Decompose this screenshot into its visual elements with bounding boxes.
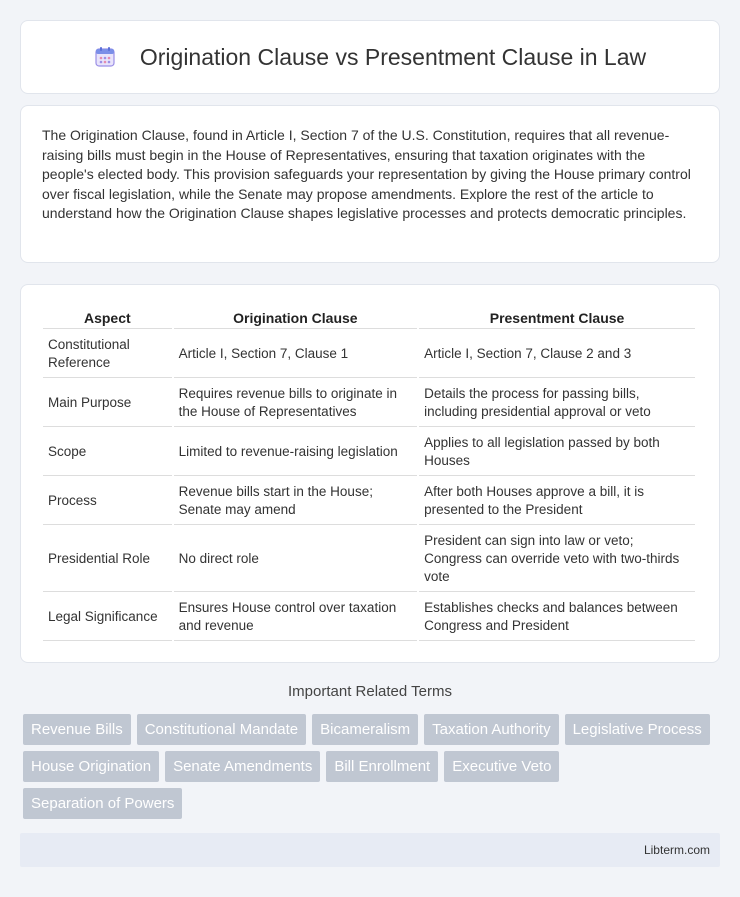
header-card — [20, 20, 720, 94]
table-cell: Article I, Section 7, Clause 1 — [174, 331, 418, 378]
table-cell: Main Purpose — [43, 380, 172, 427]
table-cell: Establishes checks and balances between Congress and President — [419, 594, 695, 641]
term-tag[interactable]: Bicameralism — [312, 714, 418, 745]
table-cell: No direct role — [174, 527, 418, 592]
table-header-row — [43, 306, 695, 329]
table-cell: Presidential Role — [43, 527, 172, 592]
table-row — [43, 380, 695, 427]
term-tag[interactable]: Legislative Process — [565, 714, 710, 745]
term-tag[interactable]: Executive Veto — [444, 751, 559, 782]
term-tag[interactable]: Taxation Authority — [424, 714, 558, 745]
table-row — [43, 527, 695, 592]
page-title: Origination Clause vs Presentment Clause in Law — [139, 43, 647, 70]
table-row — [43, 429, 695, 476]
term-tag[interactable]: Revenue Bills — [23, 714, 131, 745]
table-cell: Constitutional Reference — [43, 331, 172, 378]
table-cell: Requires revenue bills to originate in the House of Representatives — [174, 380, 418, 427]
table-cell: Applies to all legislation passed by both Houses — [419, 429, 695, 476]
table-cell: Article I, Section 7, Clause 2 and 3 — [419, 331, 695, 378]
term-tag[interactable]: Constitutional Mandate — [137, 714, 306, 745]
comparison-card — [20, 284, 720, 663]
intro-card — [20, 105, 720, 263]
calendar-icon — [94, 46, 116, 68]
footer-site-link[interactable]: Libterm.com — [643, 843, 710, 857]
table-cell: After both Houses approve a bill, it is presented to the President — [419, 478, 695, 525]
header-origination: Origination Clause — [174, 306, 418, 329]
term-tag[interactable]: Separation of Powers — [23, 788, 182, 819]
table-cell: Process — [43, 478, 172, 525]
comparison-table — [41, 304, 697, 643]
footer — [20, 833, 720, 867]
table-cell: Revenue bills start in the House; Senate may amend — [174, 478, 418, 525]
table-cell: President can sign into law or veto; Congress can override veto with two-thirds vote — [419, 527, 695, 592]
term-tag[interactable]: Senate Amendments — [165, 751, 320, 782]
table-row — [43, 478, 695, 525]
header-presentment: Presentment Clause — [419, 306, 695, 329]
table-cell: Ensures House control over taxation and revenue — [174, 594, 418, 641]
term-tag[interactable]: Bill Enrollment — [326, 751, 438, 782]
header-aspect: Aspect — [43, 306, 172, 329]
table-cell: Scope — [43, 429, 172, 476]
related-terms-title: Important Related Terms — [288, 683, 452, 700]
term-tag[interactable]: House Origination — [23, 751, 159, 782]
table-row — [43, 331, 695, 378]
table-row — [43, 594, 695, 641]
table-cell: Limited to revenue-raising legislation — [174, 429, 418, 476]
related-terms-list — [23, 714, 723, 825]
table-cell: Legal Significance — [43, 594, 172, 641]
intro-text: The Origination Clause, found in Article I, Section 7 of the U.S. Constitution, requires that all revenue-raising bills must begin in the House of Representatives, ensuring that taxation originates with the people's elected body. This provision safeguards your representation by giving the House primary control over fiscal legislation, while the Senate may propose amendments. Explore the rest of the article to understand how the Origination Clause shapes legislative processes and protects democratic principles. — [42, 127, 691, 221]
table-cell: Details the process for passing bills, including presidential approval or veto — [419, 380, 695, 427]
